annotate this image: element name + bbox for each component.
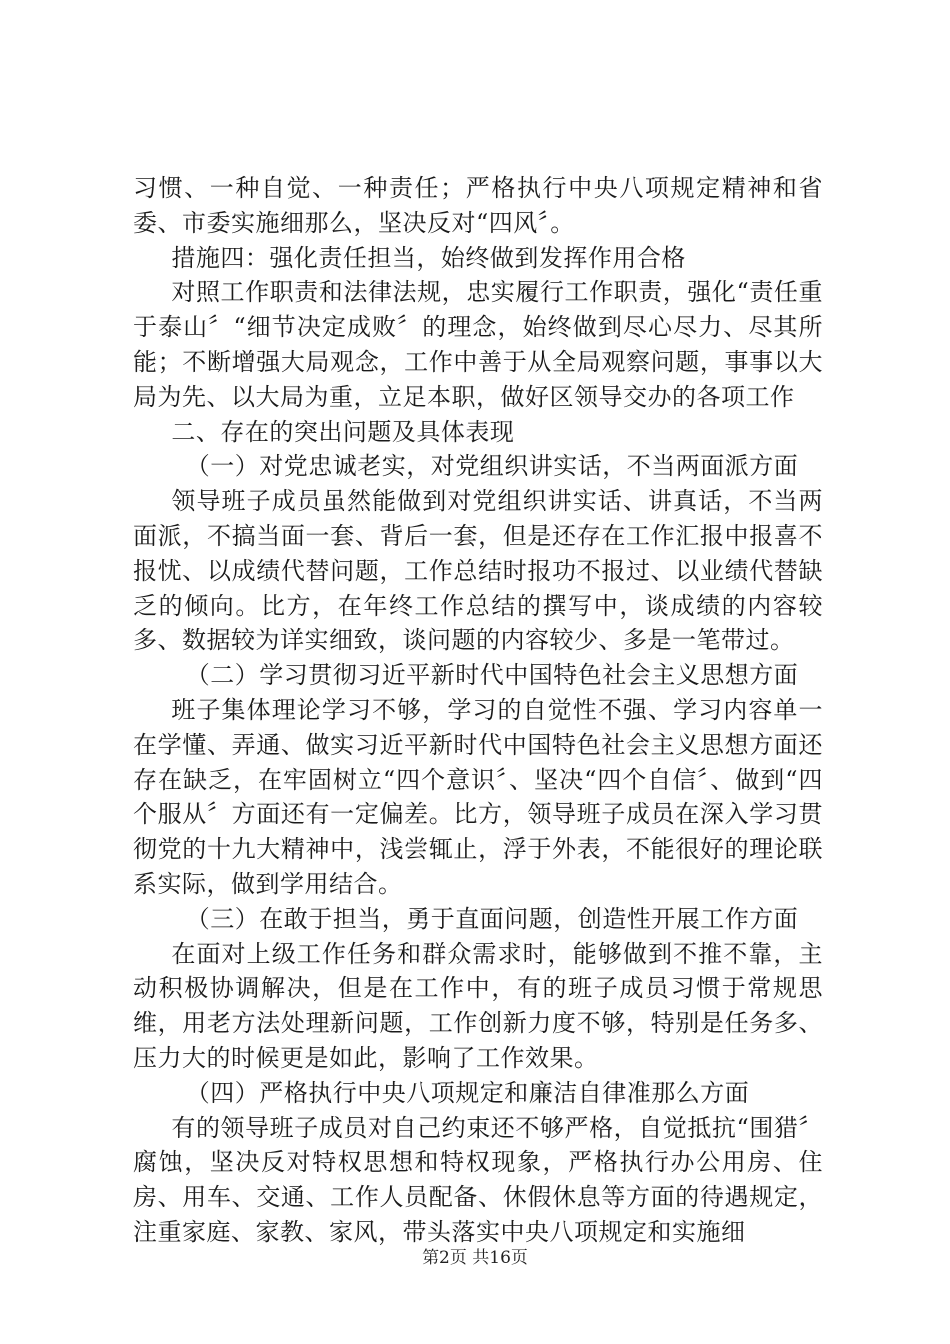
- subsection-four-body: 有的领导班子成员对自己约束还不够严格，自觉抵抗“围猎〞腐蚀，坚决反对特权思想和特权现象，严格执行办公用房、住房、用车、交通、工作人员配备、休假休息等方面的待遇规定，注重家庭、家教、家风，带头落实中央八项规定和实施细: [133, 1113, 823, 1246]
- paragraph-continuation: 习惯、一种自觉、一种责任；严格执行中央八项规定精神和省委、市委实施细那么，坚决反对“四风〞。: [133, 174, 823, 237]
- subsection-one-heading: （一）对党忠诚老实，对党组织讲实话，不当两面派方面: [185, 452, 799, 481]
- measure-four-heading: 措施四：强化责任担当，始终做到发挥作用合格: [171, 243, 686, 272]
- document-body: [133, 171, 823, 1250]
- subsection-one-body: 领导班子成员虽然能做到对党组织讲实话、讲真话，不当两面派，不搞当面一套、背后一套，但是还存在工作汇报中报喜不报忧、以成绩代替问题，工作总结时报功不报过、以业绩代替缺乏的倾向。比方，在年终工作总结的撰写中，谈成绩的内容较多、数据较为详实细致，谈问题的内容较少、多是一笔带过。: [133, 487, 823, 655]
- subsection-three-heading: （三）在敢于担当，勇于直面问题，创造性开展工作方面: [185, 904, 799, 933]
- section-two-heading: 二、存在的突出问题及具体表现: [171, 417, 515, 446]
- subsection-two-body: 班子集体理论学习不够，学习的自觉性不强、学习内容单一在学懂、弄通、做实习近平新时代中国特色社会主义思想方面还存在缺乏，在牢固树立“四个意识〞、坚决“四个自信〞、做到“四个服从〞方面还有一定偏差。比方，领导班子成员在深入学习贯彻党的十九大精神中，浅尝辄止，浮于外表，不能很好的理论联系实际，做到学用结合。: [133, 695, 823, 898]
- measure-four-body: 对照工作职责和法律法规，忠实履行工作职责，强化“责任重于泰山〞“细节决定成败〞的理念，始终做到尽心尽力、尽其所能；不断增强大局观念，工作中善于从全局观察问题，事事以大局为先、以大局为重，立足本职，做好区领导交办的各项工作: [133, 278, 823, 411]
- subsection-three-body: 在面对上级工作任务和群众需求时，能够做到不推不靠，主动积极协调解决，但是在工作中，有的班子成员习惯于常规思维，用老方法处理新问题，工作创新力度不够，特别是任务多、压力大的时候更是如此，影响了工作效果。: [133, 939, 823, 1072]
- page-footer: 第2页 共16页: [422, 1248, 528, 1268]
- subsection-two-heading: （二）学习贯彻习近平新时代中国特色社会主义思想方面: [185, 661, 799, 690]
- subsection-four-heading: （四）严格执行中央八项规定和廉洁自律准那么方面: [185, 1078, 750, 1107]
